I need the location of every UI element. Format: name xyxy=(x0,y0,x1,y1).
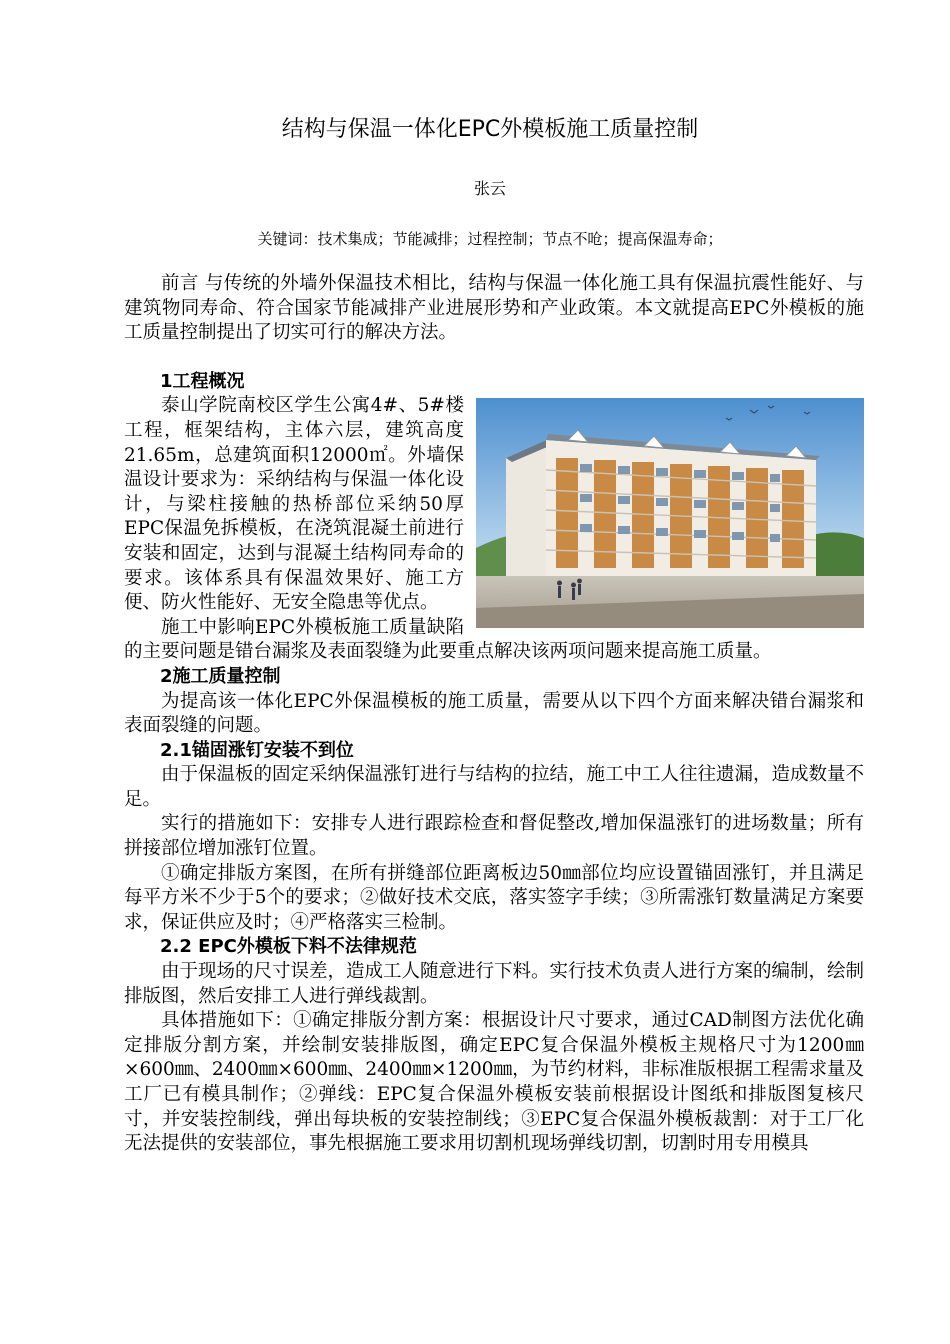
author: 张云 xyxy=(473,179,506,198)
body-text xyxy=(124,272,864,1157)
building-photo xyxy=(476,398,864,628)
paragraph: 泰山学院南校区学生公寓4#、5#楼工程，框架结构，主体六层，建筑高度21.65m，总建筑面积12000㎡。外墙保温设计要求为：采纳结构与保温一体化设计，与梁柱接触的热桥部位采纳50厚EPC保温免拆模板，在浇筑混凝土前进行安装和固定，达到与混凝土结构同寿命的要求。该体系具有保温效果好、施工方便、防火性能好、无安全隐患等优点。 xyxy=(124,395,464,614)
document-title: 结构与保温一体化EPC外模板施工质量控制 xyxy=(281,117,699,142)
paragraph: ①确定排版方案图，在所有拼缝部位距离板边50㎜部位均应设置锚固涨钉，并且满足每平方米不少于5个的要求；②做好技术交底，落实签字手续；③所需涨钉数量满足方案要求，保证供应及时；④严格落实三检制。 xyxy=(124,862,864,933)
paragraph: 实行的措施如下：安排专人进行跟踪检查和督促整改,增加保温涨钉的进场数量；所有拼接部位增加涨钉位置。 xyxy=(124,813,864,860)
subsection-heading: 2.2 EPC外模板下料不法律规范 xyxy=(160,936,417,958)
paragraph: 由于保温板的固定采纳保温涨钉进行与结构的拉结，施工中工人往往遗漏，造成数量不足。 xyxy=(124,764,865,810)
paragraph: 为提高该一体化EPC外保温模板的施工质量，需要从以下四个方面来解决错台漏浆和表面裂缝的问题。 xyxy=(124,690,864,737)
intro-paragraph: 前言 与传统的外墙外保温技术相比，结构与保温一体化施工具有保温抗震性能好、与建筑物同寿命、符合国家节能减排产业进展形势和产业政策。本文就提高EPC外模板的施工质量控制提出了切实可行的解决方法。 xyxy=(124,273,864,344)
subsection-heading: 2.1锚固涨钉安装不到位 xyxy=(160,739,354,761)
paragraph: 由于现场的尺寸误差，造成工人随意进行下料。实行技术负责人进行方案的编制，绘制排版图，然后安排工人进行弹线裁割。 xyxy=(124,961,865,1007)
section-heading: 2施工质量控制 xyxy=(160,665,281,687)
section-heading: 1工程概况 xyxy=(160,370,245,392)
paragraph: 施工中影响EPC外模板施工质量缺陷的主要问题是错台漏浆及表面裂缝为此要重点解决该两项问题来提高施工质量。 xyxy=(124,616,772,663)
keywords: 关键词：技术集成；节能减排；过程控制；节点不呛；提高保温寿命； xyxy=(257,230,723,248)
paragraph: 具体措施如下：①确定排版分割方案：根据设计尺寸要求，通过CAD制图方法优化确定排版分割方案，并绘制安装排版图，确定EPC复合保温外模板主规格尺寸为1200㎜×600㎜、2400㎜×600㎜、2400㎜×1200㎜，为节约材料，非标准版根据工程需求量及工厂已有模具制作；②弹线：EPC复合保温外模板安装前根据设计图纸和排版图复核尺寸，并安装控制线，弹出每块板的安装控制线；③EPC复合保温外模板裁割：对于工厂化无法提供的安装部位，事先根据施工要求用切割机现场弹线切割，切割时用专用模具 xyxy=(124,1010,864,1155)
